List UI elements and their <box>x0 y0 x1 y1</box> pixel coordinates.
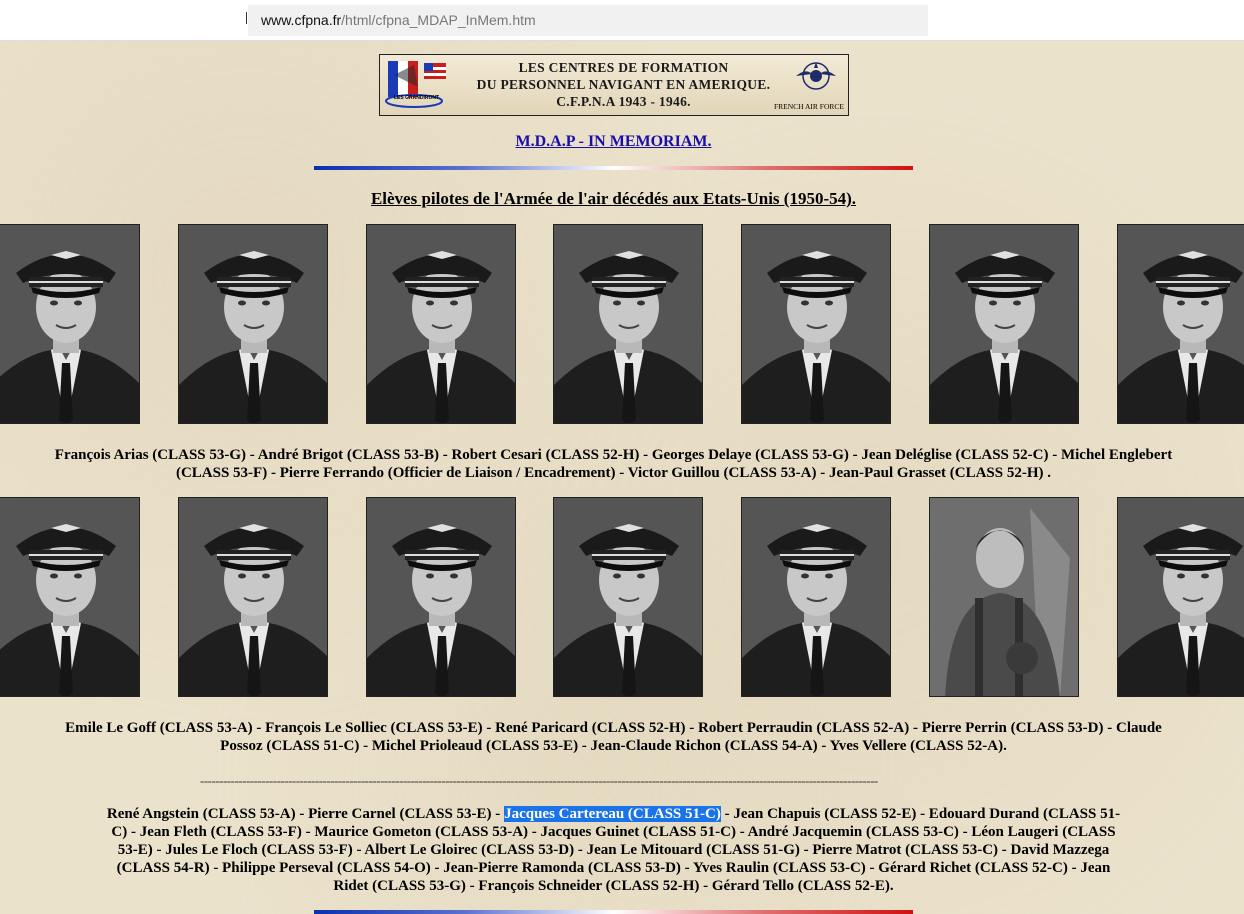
pilot-portrait-photo <box>553 497 703 697</box>
names-group-2: Emile Le Goff (CLASS 53-A) - François Le Solliec (CLASS 53-E) - René Paricard (CLASS 52-H) - Robert Perraudin (CLASS 52-A) - Pierre Perrin (CLASS 53-D) - Claude Possoz (CLASS 51-C) - Michel Prioleaud (CLASS 53-E) - Jean-Claude Richon (CLASS 54-A) - Yves Vellere (CLASS 52-A). <box>65 720 1162 754</box>
names-group-3-after: - Jean Chapuis (CLASS 52-E) - Edouard Durand (CLASS 51-C) - Jean Fleth (CLASS 53-F) - Maurice Gometon (CLASS 53-A) - Jacques Guinet (CLASS 51-C) - André Jacquemin (CLASS 53-C) - Léon Laugeri (CLASS 53-E) - Jules Le Floch (CLASS 53-F) - Albert Le Gloirec (CLASS 53-D) - Jean Le Mitouard (CLASS 51-G) - Pierre Matrot (CLASS 53-C) - David Mazzega (CLASS 54-R) - Philippe Perseval (CLASS 54-O) - Jean-Pierre Ramonda (CLASS 53-D) - Yves Raulin (CLASS 53-C) - Gérard Richet (CLASS 52-C) - Jean Ridet (CLASS 53-G) - François Schneider (CLASS 52-H) - Gérard Tello (CLASS 52-E). <box>111 806 1121 894</box>
portrait-image <box>367 225 516 424</box>
air-force-wings-icon <box>794 58 838 98</box>
portrait-image <box>179 498 328 697</box>
pilot-portrait-photo <box>741 224 891 424</box>
portrait-image <box>930 225 1079 424</box>
page-subtitle: Elèves pilotes de l'Armée de l'air décédés aux Etats-Unis (1950-54). <box>370 189 857 208</box>
names-group-3 <box>100 805 1127 895</box>
banner-line-1: LES CENTRES DE FORMATION <box>518 60 729 75</box>
portrait-image <box>179 225 328 424</box>
browser-toolbar <box>0 0 1244 41</box>
url-path: /html/cfpna_MDAP_InMem.htm <box>341 12 536 28</box>
dashed-separator: --------------------------------------------------------------------------------------------------------------------------------------------------------------------------------- <box>200 773 878 788</box>
portrait-image <box>742 225 891 424</box>
pilot-portrait-photo <box>1117 224 1244 424</box>
pilot-portrait-photo <box>929 497 1079 697</box>
mdap-in-memoriam-link[interactable]: M.D.A.P - IN MEMORIAM. <box>515 133 712 150</box>
banner-caption: FRENCH AIR FORCE <box>773 102 844 111</box>
header-banner <box>379 54 849 116</box>
names-group-3-before: René Angstein (CLASS 53-A) - Pierre Carnel (CLASS 53-E) - <box>106 806 505 822</box>
pilot-portrait-photo <box>178 224 328 424</box>
selected-text-highlight[interactable]: Jacques Cartereau (CLASS 51-C) <box>504 806 721 822</box>
pilot-portrait-photo <box>0 497 140 697</box>
banner-line-3: C.F.P.N.A 1943 - 1946. <box>556 94 691 109</box>
pilot-portrait-photo <box>1117 497 1244 697</box>
cfpna-logo-icon <box>384 57 456 113</box>
names-group-1: François Arias (CLASS 53-G) - André Brigot (CLASS 53-B) - Robert Cesari (CLASS 52-H) - Georges Delaye (CLASS 53-G) - Jean Deléglise (CLASS 52-C) - Michel Englebert (CLASS 53-F) - Pierre Ferrando (Officier de Liaison / Encadrement) - Victor Guillou (CLASS 53-A) - Jean-Paul Grasset (CLASS 52-H) . <box>54 447 1173 481</box>
pilot-portrait-photo <box>366 224 516 424</box>
pilot-portrait-photo <box>553 224 703 424</box>
portrait-image <box>0 498 140 697</box>
portrait-image <box>930 498 1079 697</box>
url-host: www.cfpna.fr <box>261 12 342 28</box>
pilot-portrait-photo <box>929 224 1079 424</box>
portrait-image <box>554 225 703 424</box>
portrait-image <box>0 225 140 424</box>
pilot-portrait-photo <box>0 224 140 424</box>
address-bar[interactable] <box>248 5 928 36</box>
portrait-image <box>367 498 516 697</box>
pilot-portrait-photo <box>178 497 328 697</box>
tricolor-divider-bottom <box>314 910 913 914</box>
portrait-image <box>742 498 891 697</box>
portrait-image <box>1118 498 1244 697</box>
pilot-portrait-photo <box>366 497 516 697</box>
portrait-image <box>1118 225 1244 424</box>
banner-line-2: DU PERSONNEL NAVIGANT EN AMERIQUE. <box>476 77 771 92</box>
portrait-image <box>554 498 703 697</box>
text-cursor <box>246 12 247 24</box>
pilot-portrait-photo <box>741 497 891 697</box>
logo-text: LES GRANDIRONT <box>394 95 439 101</box>
url-text[interactable] <box>261 12 536 28</box>
tricolor-divider-top <box>314 166 913 170</box>
